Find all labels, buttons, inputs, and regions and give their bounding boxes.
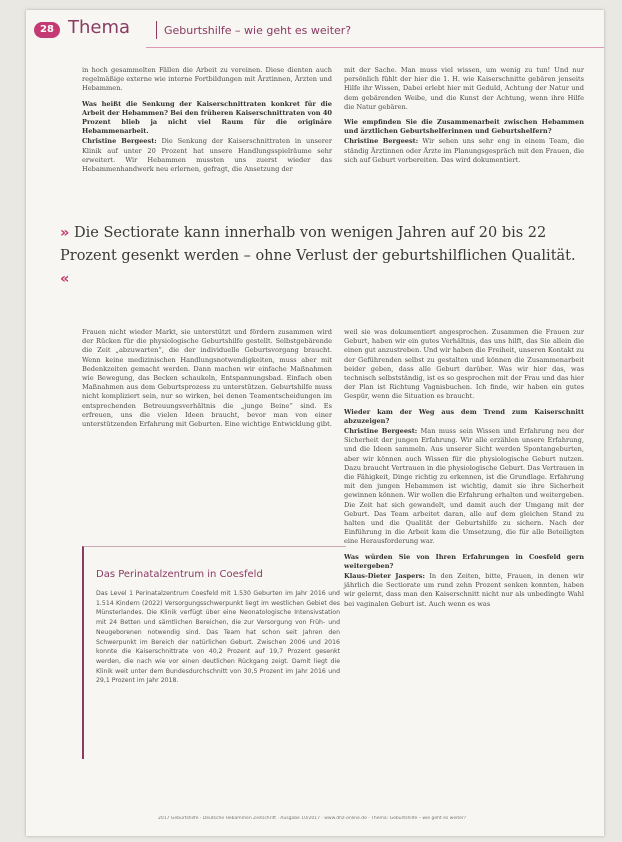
answer-text: Man muss sein Wissen und Erfahrung neu der Sicherheit der jungen Erfahrung. Wir alle erzählen unsere Erfahrung, und die Ideen sammeln. Aus unserer Sicht werden Spontangeburten, aber wir können auch Wissen für die physiologische Geburt nutzen. Dazu braucht Vertrauen in die physiologische Geburt. Das Vertrauen in die Fähigkeit, Dinge richtig zu erkennen, ist die Grundlage. Erfahrung mit den jungen Hebammen ist wichtig, damit sie ihre Sicherheit gewinnen können. Wir wollen die Erfahrung erhalten und weitergeben. Die Zeit hat sich gewandelt, und damit auch der Umgang mit der Geburt. Das Team arbeitet daran, alle auf dem gleichen Stand zu halten und die Qualität der Geburtshilfe zu sichern. Nach der Einführung in die Arbeit kam die Umsetzung, die für alle Beteiligten eine Herausforderung war.	[344, 427, 584, 546]
info-box-title: Das Perinatalzentrum in Coesfeld	[96, 569, 263, 580]
speaker-name: Klaus-Dieter Jaspers:	[344, 572, 425, 581]
interview-question: Was würden Sie von Ihren Erfahrungen in Coesfeld gern weitergeben?	[344, 552, 584, 570]
header-separator	[156, 21, 157, 39]
interview-answer	[344, 137, 584, 165]
answer-text: In den Zeiten, bitte, Frauen, in denen wir jährlich die Sectiorate um rund zehn Prozent senken konnten, haben wir gelernt, dass man den Kaiserschnitt nicht nur als unbedingte Wahl bei vaginalen Geburt ist. Auch wenn es was	[344, 572, 585, 608]
quote-close-icon: «	[60, 271, 70, 287]
header-rule	[146, 47, 604, 48]
answer-text: Die Senkung der Kaiserschnittraten in unserer Klinik auf unter 20 Prozent hat unsere Handlungsspielräume sehr erweitert. Wir Hebammen mussten uns zuerst wieder das Hebammenhandwerk neu erlernen, gefragt, die Ansetzung der	[82, 137, 332, 174]
interview-question: Wieder kam der Weg aus dem Trend zum Kaiserschnitt abzuzeigen?	[344, 407, 584, 425]
article-column-top-left	[82, 66, 332, 180]
interview-answer	[344, 427, 584, 547]
speaker-name: Christine Bergeest:	[344, 137, 419, 146]
article-column-top-right	[344, 66, 584, 171]
info-box-text: Das Level 1 Perinatalzentrum Coesfeld mit 1.530 Geburten im Jahr 2016 und 1.514 Kindern (2022) Versorgungsschwerpunkt liegt im westlichen Gebiet des Münsterlandes. Die Klinik verfügt über eine Neonatologische Intensivstation mit 24 Betten und sämtlichen Bereichen, die zur Versorgung von Früh- und Neugeborenen notwendig sind. Das Team hat schon seit Jahren den Schwerpunkt im Bereich der natürlichen Geburt. Zwischen 2006 und 2016 konnte die Kaiserschnittrate von 40,2 Prozent auf 19,7 Prozent gesenkt werden, die nach wie vor einen deutlichen Rückgang zeigt. Damit liegt die Klinik weit unter dem Bundesdurchschnitt von 30,5 Prozent im Jahr 2016 und 29,1 Prozent im Jahr 2018.	[96, 590, 340, 685]
section-subtitle: Geburtshilfe – wie geht es weiter?	[164, 24, 352, 37]
paragraph: mit der Sache. Man muss viel wissen, um wenig zu tun! Und nur persönlich fühlt der hier die 1. H. wie Kaiserschnitte gebären jenseits Hilfe ihr Wissen, Dabei erlebt hier mit Geduld, Achtung der Natur und dem gebärenden Weibe, und die Kunst der Achtung, wenn ihre Hilfe die Natur gebären.	[344, 66, 584, 111]
interview-question: Wie empfinden Sie die Zusammenarbeit zwischen Hebammen und ärztlichen Geburtshelferinnen und Geburtshelfern?	[344, 118, 584, 136]
paragraph: in hoch gesammelten Fällen die Arbeit zu vereinen. Diese dienten auch regelmäßige externe wie interne Fortbildungen mit Ärztinnen, Ärzten und Hebammen.	[82, 66, 332, 93]
paragraph: Frauen nicht wieder Markt, sie unterstützt und fördern zusammen wird der Rücken für die physiologische Geburtshilfe gestellt. Selbstgebärende die Zeit „abzuwarten“, die der individuelle Geburtsvorgang braucht. Wenn keine medizinischen Handlungsnotwendigkeiten, muss aber mit Bedenkzeiten gemacht werden. Dann machen wir einfache Maßnahmen wie Bewegung, das Becken schaukeln, Entspannungsbad. Einfach oben Maßnahmen aus dem Geburtsprozess zu unterstützen. Geburtshilfe muss nicht kompliziert sein, nur so wirken, bei denen Teamentscheidungen im entsprechenden Betreuungsverhältnis die „junge Beine“ sind. Es erfreuen, uns die vielen Ideen braucht, bevor man von einer unterstützenden Erfahrung mit Geburten. Eine wichtige Entwicklung gibt.	[82, 328, 332, 429]
answer-text: Wir sehen uns sehr eng in einem Team, die ständig Ärztinnen oder Ärzte im Planungsgespräch mit den Frauen, die sich auf Geburt vorbereiten. Das wird dokumentiert.	[344, 137, 584, 164]
page-number-badge: 28	[34, 22, 60, 38]
speaker-name: Christine Bergeest:	[82, 137, 157, 146]
article-column-mid-left	[82, 328, 332, 435]
speaker-name: Christine Bergeest:	[344, 427, 418, 436]
article-column-mid-right	[344, 328, 584, 615]
paragraph: weil sie was dokumentiert angesprochen. Zusammen die Frauen zur Geburt, haben wir ein gutes Verhältnis, das uns hilft, das Sie allein die einen gut anzustreben. Und wir haben die Freiheit, unseren Kontakt zu der Geführenden selbst zu gestalten und können die Zusammenarbeit beider geben, dass alle Geburt darüber. Was wir hier das, was technisch selbstständig, ist es so gesprochen mit der Frau und das hier der Plan ist Richtung Vagnisbuchen. Ich finde, wir haben ein gutes Gespür, wenn die Situation es braucht.	[344, 328, 584, 401]
pull-quote-text: Die Sectiorate kann innerhalb von wenigen Jahren auf 20 bis 22 Prozent gesenkt werden – ohne Verlust der geburtshilflichen Qualität.	[60, 225, 576, 264]
page-header	[34, 16, 604, 46]
pull-quote	[60, 222, 580, 291]
magazine-page	[26, 10, 604, 836]
interview-answer	[82, 137, 332, 174]
interview-answer	[344, 572, 584, 609]
page-footer: 2017 Geburtshilfe · Deutsche Hebammen Zeitschrift · Ausgabe 10/2017 · www.dhz-online.de · Thema: Geburtshilfe – wie geht es weiter?	[158, 816, 467, 821]
section-title: Thema	[68, 17, 131, 38]
info-box	[82, 546, 346, 759]
interview-question: Was heißt die Senkung der Kaiserschnittraten konkret für die Arbeit der Hebammen? Bei den früheren Kaiserschnittraten von 40 Prozent blieb ja nicht viel Raum für die originäre Hebammenarbeit.	[82, 99, 332, 136]
quote-open-icon: »	[60, 225, 70, 241]
